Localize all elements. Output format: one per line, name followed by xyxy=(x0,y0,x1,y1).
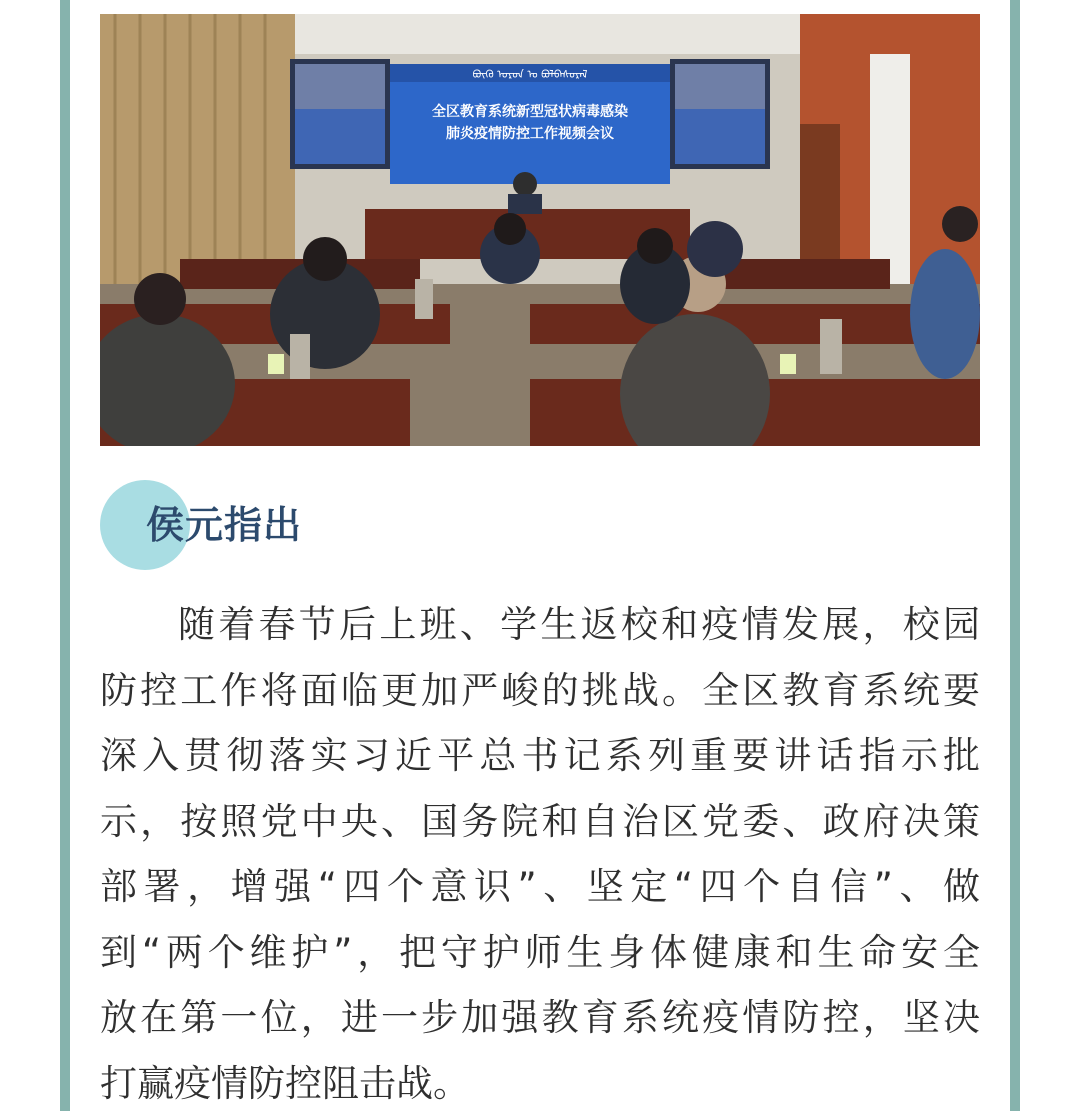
section-heading xyxy=(100,480,500,570)
paragraph-line: 随着春节后上班、学生返校和疫情发展，校园 xyxy=(100,592,980,658)
right-border xyxy=(1010,0,1020,1111)
paragraph-line: 防控工作将面临更加严峻的挑战。全区教育系统要 xyxy=(100,658,980,724)
paragraph-line: 示，按照党中央、国务院和自治区党委、政府决策 xyxy=(100,789,980,855)
screen-title-line1: 全区教育系统新型冠状病毒感染 xyxy=(432,103,628,120)
paragraph-line: 打赢疫情防控阻击战。 xyxy=(100,1051,980,1116)
meeting-photo xyxy=(100,14,980,446)
screen-mongolian-text: ᠪᠦᠬᠦ ᠣᠷᠣᠨ ᠤ ᠪᠣᠯᠪᠠᠰᠤᠷᠠᠯ xyxy=(473,68,588,81)
screen-title-line2: 肺炎疫情防控工作视频会议 xyxy=(446,125,614,142)
left-border xyxy=(60,0,70,1111)
article-paragraph xyxy=(100,592,980,1116)
section-title: 侯元指出 xyxy=(146,494,302,549)
paragraph-line: 到“两个维护”，把守护师生身体健康和生命安全 xyxy=(100,920,980,986)
paragraph-line: 深入贯彻落实习近平总书记系列重要讲话指示批 xyxy=(100,723,980,789)
paragraph-line: 放在第一位，进一步加强教育系统疫情防控，坚决 xyxy=(100,985,980,1051)
paragraph-line: 部署，增强“四个意识”、坚定“四个自信”、做 xyxy=(100,854,980,920)
